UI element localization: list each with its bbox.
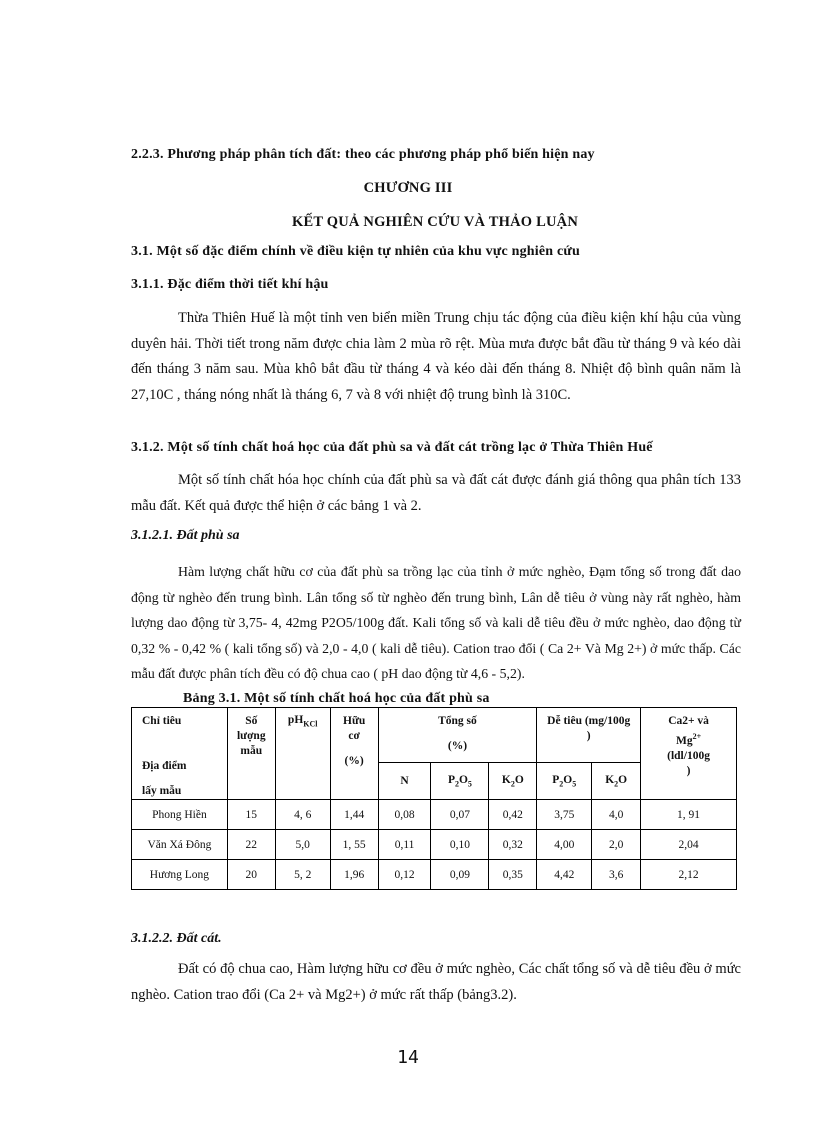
cell-location: Hương Long bbox=[132, 860, 228, 890]
chapter-title: KẾT QUẢ NGHIÊN CỨU VÀ THẢO LUẬN bbox=[291, 214, 579, 230]
cell-n: 0,11 bbox=[378, 830, 431, 860]
header-chi-tieu: Chỉ tiêu Địa điểm lấy mẫu bbox=[132, 708, 228, 800]
cell-k2o-total: 0,42 bbox=[489, 800, 537, 830]
header-so-luong-mau: Số lượng mẫu bbox=[227, 708, 275, 800]
cell-p2o5-available: 4,42 bbox=[537, 860, 592, 890]
cell-ph: 5, 2 bbox=[275, 860, 330, 890]
header-ph-kcl: $pH_{KCl}$ bbox=[275, 708, 330, 800]
paragraph-climate: Thừa Thiên Huế là một tỉnh ven biển miền Trung chịu tác động của điều kiện khí hậu của vùng duyên hải. Thời tiết trong năm được chia làm 2 mùa rõ rệt. Mùa mưa được bắt đầu từ tháng 9 và kéo dài đến tháng 3 năm sau. Mùa khô bắt đầu từ tháng 4 và kéo dài đến tháng 8. Nhiệt độ bình quân năm là 27,10C , tháng nóng nhất là tháng 6, 7 và 8 với nhiệt độ trung bình là 310C. bbox=[131, 310, 741, 403]
paragraph-dat-cat: Đất có độ chua cao, Hàm lượng hữu cơ đều ở mức nghèo, Các chất tổng số và dễ tiêu đều ở mức nghèo. Cation trao đổi (Ca 2+ và Mg2+) ở mức rất thấp (bảng3.2). bbox=[131, 961, 741, 1003]
paragraph-dat-phu-sa: Hàm lượng chất hữu cơ của đất phù sa trồng lạc của tỉnh ở mức nghèo, Đạm tổng số trong đất dao động từ nghèo đến trung bình. Lân tổng số từ nghèo đến trung bình, Lân dễ tiêu ở vùng này rất nghèo, hàm lượng dao động từ 3,75- 4, 42mg P2O5/100g đất. Kali tổng số và kali dễ tiêu đều ở mức nghèo, dao động từ 0,32 % - 0,42 % ( kali tổng số) và 2,0 - 4,0 ( kali dễ tiêu). Cation trao đổi ( Ca 2+ Và Mg 2+) ở mức thấp. Các mẫu đất được phân tích đều có độ chua cao ( pH dao động từ 4,6 - 5,2). bbox=[131, 564, 741, 681]
subheader-k2o-available: $K_2O$ bbox=[592, 763, 641, 800]
table-row bbox=[132, 830, 737, 860]
cell-k2o-total: 0,32 bbox=[489, 830, 537, 860]
subheader-n: N bbox=[378, 763, 431, 800]
page-number: 14 bbox=[397, 1047, 419, 1068]
table-row bbox=[132, 860, 737, 890]
cell-sample-count: 22 bbox=[227, 830, 275, 860]
cell-ph: 4, 6 bbox=[275, 800, 330, 830]
subheader-p2o5-total: $P_2O_5$ bbox=[431, 763, 489, 800]
cell-sample-count: 20 bbox=[227, 860, 275, 890]
cell-p2o5-total: 0,07 bbox=[431, 800, 489, 830]
cell-ca-mg: 2,12 bbox=[641, 860, 737, 890]
subheader-p2o5-available: $P_2O_5$ bbox=[537, 763, 592, 800]
chapter-label: CHƯƠNG III bbox=[363, 180, 453, 196]
cell-organic: 1,44 bbox=[330, 800, 378, 830]
section-heading-3-1: 3.1. Một số đặc điểm chính về điều kiện tự nhiên của khu vực nghiên cứu bbox=[131, 244, 580, 259]
cell-p2o5-total: 0,10 bbox=[431, 830, 489, 860]
cell-k2o-available: 3,6 bbox=[592, 860, 641, 890]
cell-n: 0,08 bbox=[378, 800, 431, 830]
subheader-k2o-total: $K_2O$ bbox=[489, 763, 537, 800]
cell-p2o5-available: 4,00 bbox=[537, 830, 592, 860]
section-heading-3-1-1: 3.1.1. Đặc điểm thời tiết khí hậu bbox=[131, 277, 329, 292]
cell-ph: 5,0 bbox=[275, 830, 330, 860]
cell-n: 0,12 bbox=[378, 860, 431, 890]
cell-k2o-available: 4,0 bbox=[592, 800, 641, 830]
cell-location: Phong Hiền bbox=[132, 800, 228, 830]
cell-k2o-total: 0,35 bbox=[489, 860, 537, 890]
cell-ca-mg: 1, 91 bbox=[641, 800, 737, 830]
header-huu-co: Hữu cơ (%) bbox=[330, 708, 378, 800]
table-caption: Bảng 3.1. Một số tính chất hoá học của đất phù sa bbox=[183, 691, 490, 706]
cell-ca-mg: 2,04 bbox=[641, 830, 737, 860]
header-de-tieu: Dễ tiêu (mg/100g ) bbox=[537, 708, 641, 763]
header-ca-mg: Ca2+ và $Mg^{2+}$ (ldl/100g ) bbox=[641, 708, 737, 800]
cell-organic: 1, 55 bbox=[330, 830, 378, 860]
cell-sample-count: 15 bbox=[227, 800, 275, 830]
cell-location: Văn Xá Đông bbox=[132, 830, 228, 860]
table-row bbox=[132, 800, 737, 830]
cell-p2o5-available: 3,75 bbox=[537, 800, 592, 830]
cell-organic: 1,96 bbox=[330, 860, 378, 890]
section-heading-3-1-2-2: 3.1.2.2. Đất cát. bbox=[131, 931, 222, 946]
soil-chemistry-table bbox=[131, 707, 737, 890]
section-heading-3-1-2-1: 3.1.2.1. Đất phù sa bbox=[131, 528, 240, 543]
paragraph-3-1-2: Một số tính chất hóa học chính của đất phù sa và đất cát được đánh giá thông qua phân tích 133 mẫu đất. Kết quả được thể hiện ở các bảng 1 và 2. bbox=[131, 472, 741, 514]
section-heading-3-1-2: 3.1.2. Một số tính chất hoá học của đất phù sa và đất cát trồng lạc ở Thừa Thiên Huế bbox=[131, 440, 653, 455]
cell-p2o5-total: 0,09 bbox=[431, 860, 489, 890]
cell-k2o-available: 2,0 bbox=[592, 830, 641, 860]
section-heading-2-2-3: 2.2.3. Phương pháp phân tích đất: theo các phương pháp phổ biến hiện nay bbox=[131, 147, 595, 162]
header-tong-so: Tổng số (%) bbox=[378, 708, 537, 763]
